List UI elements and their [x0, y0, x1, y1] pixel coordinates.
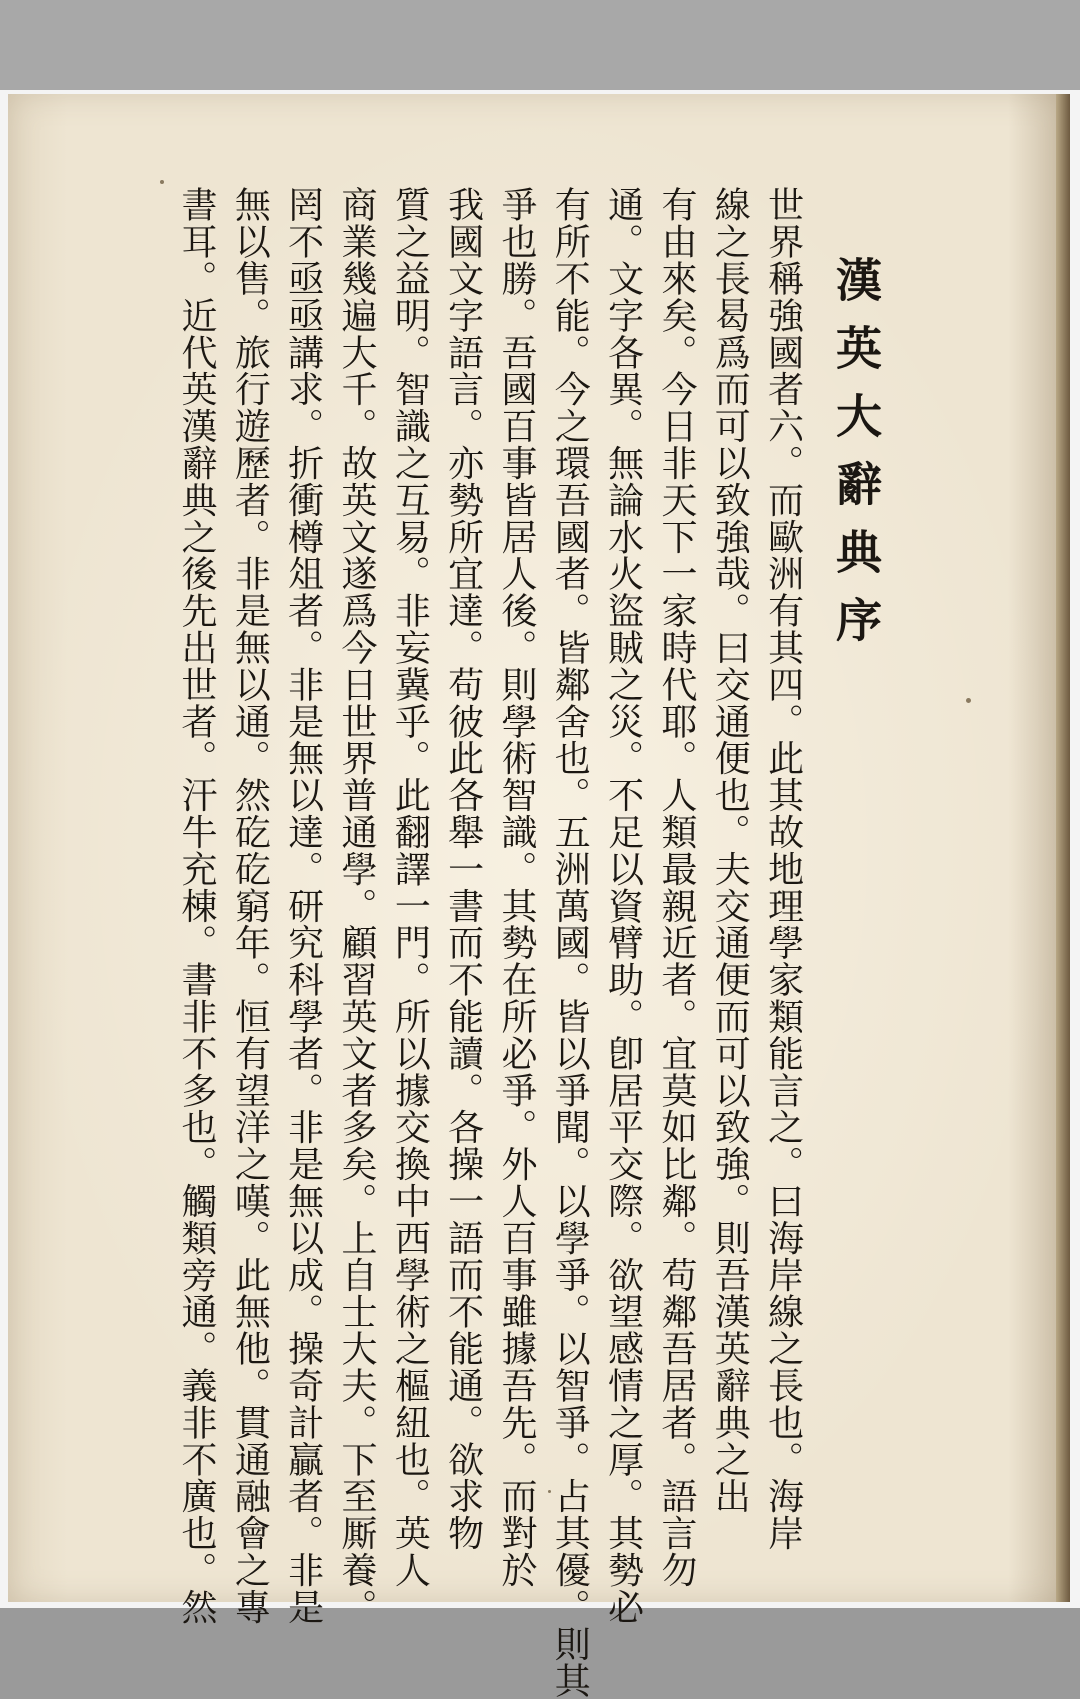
text-column-4: 通。文字各異。無論水火盜賊之災。不足以資臂助。卽居平交際。欲望感情之厚。其勢必 [602, 186, 644, 1626]
text-column-9: 商業幾遍大千。故英文遂爲今日世界普通學。顧習英文者多矣。上自士大夫。下至厮養。 [335, 186, 377, 1626]
text-column-10: 罔不亟亟講求。折衝樽俎者。非是無以達。研究科學者。非是無以成。操奇計贏者。非是 [282, 186, 324, 1626]
vertical-text-block [176, 186, 883, 1699]
text-column-8: 質之益明。智識之互易。非妄冀乎。此翻譯一門。所以據交換中西學術之樞紐也。英人 [389, 186, 431, 1589]
paper-speck [966, 698, 971, 703]
text-column-5: 有所不能。今之環吾國者。皆鄰舍也。五洲萬國。皆以爭聞。以學爭。以智爭。占其優。則其 [549, 186, 591, 1699]
text-column-1: 世界稱強國者六。而歐洲有其四。此其故地理學家類能言之。曰海岸線之長也。海岸 [762, 186, 804, 1552]
text-column-7: 我國文字語言。亦勢所宜達。苟彼此各舉一書而不能讀。各操一語而不能通。欲求物 [442, 186, 484, 1552]
text-column-3: 有由來矣。今日非天下一家時代耶。人類最親近者。宜莫如比鄰。苟鄰吾居者。語言勿 [655, 186, 697, 1589]
text-column-6: 爭也勝。吾國百事皆居人後。則學術智識。其勢在所必爭。外人百事雖據吾先。而對於 [495, 186, 537, 1589]
text-column-11: 無以售。旅行遊歷者。非是無以通。然矻矻窮年。恒有望洋之嘆。此無他。貫通融會之專 [229, 186, 271, 1626]
text-column-2: 線之長曷爲而可以致強哉。曰交通便也。夫交通便而可以致強。則吾漢英辭典之出 [709, 186, 751, 1515]
page-binding-edge [1056, 94, 1070, 1602]
text-column-12: 書耳。近代英漢辭典之後先出世者。汗牛充棟。書非不多也。觸類旁通。義非不廣也。然 [176, 186, 217, 1626]
paper-speck [160, 180, 164, 184]
preface-title: 漢英大辭典序 [828, 256, 883, 664]
